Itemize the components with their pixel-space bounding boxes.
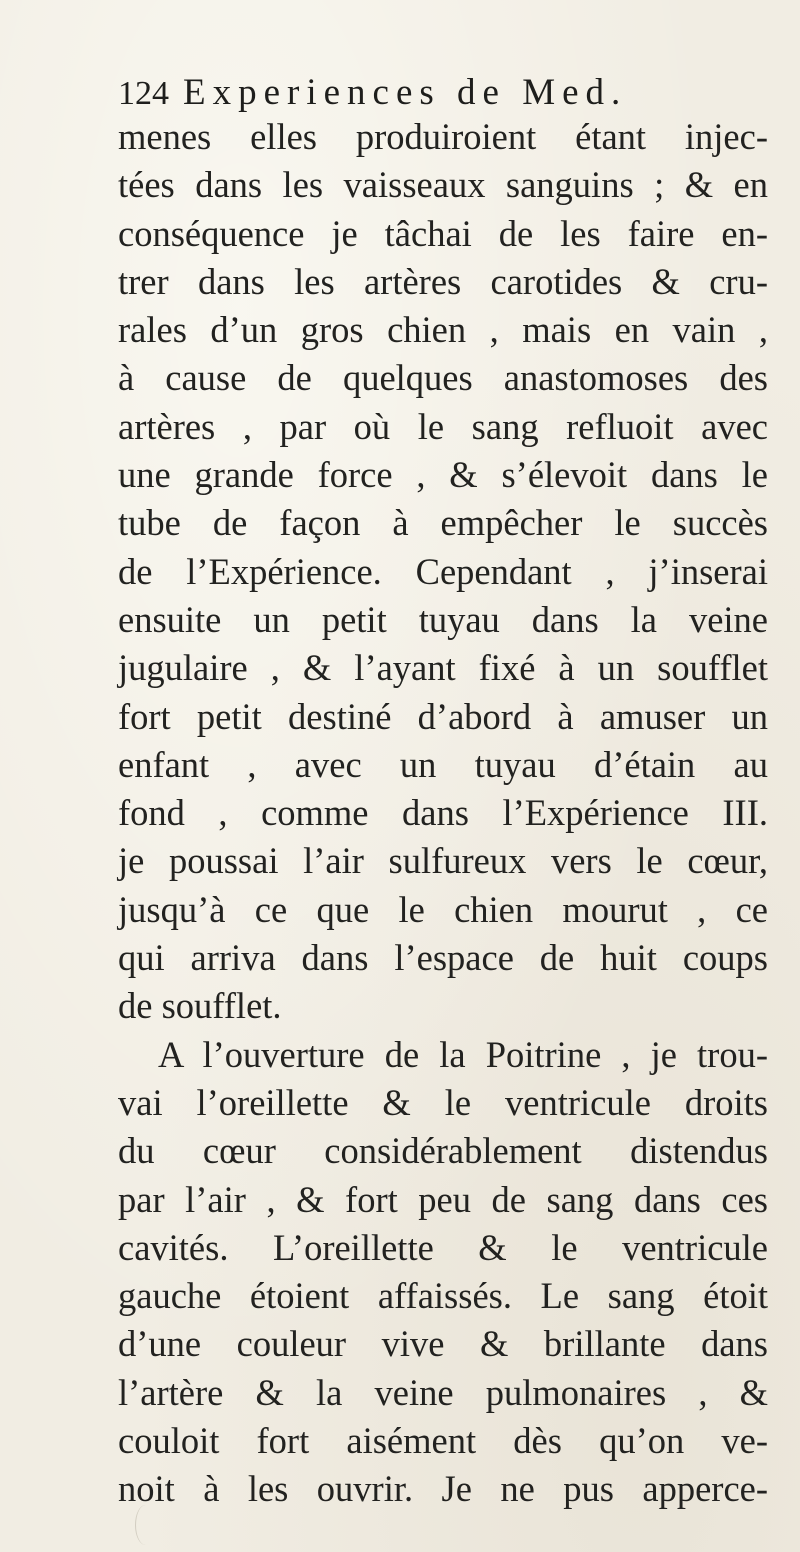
text-line: noit à les ouvrir. Je ne pus apperce- (118, 1468, 768, 1510)
paper-blemish (135, 1505, 156, 1545)
text-line: jusqu’à ce que le chien mourut , ce (118, 888, 768, 930)
text-line: qui arriva dans l’espace de huit coups (118, 937, 768, 979)
text-line: par l’air , & fort peu de sang dans ces (118, 1178, 768, 1220)
text-line: fond , comme dans l’Expérience III. (118, 792, 768, 834)
text-line: cavités. L’oreillette & le ventricule (118, 1226, 768, 1268)
page-number: 124 (118, 75, 169, 112)
running-header (118, 68, 758, 118)
text-line: artères , par où le sang refluoit avec (118, 405, 768, 447)
text-line: trer dans les artères carotides & cru- (118, 260, 768, 302)
text-line: rales d’un gros chien , mais en vain , (118, 309, 768, 351)
text-line: jugulaire , & l’ayant fixé à un soufflet (118, 647, 768, 689)
text-line: menes elles produiroient étant injec- (118, 116, 768, 157)
text-line: A l’ouverture de la Poitrine , je trou- (158, 1033, 768, 1075)
text-line: tées dans les vaisseaux sanguins ; & en (118, 164, 768, 206)
text-line: fort petit destiné d’abord à amuser un (118, 695, 768, 737)
text-line: ensuite un petit tuyau dans la veine (118, 598, 768, 640)
text-line: couloit fort aisément dès qu’on ve- (118, 1420, 768, 1462)
text-line: je poussai l’air sulfureux vers le cœur, (118, 840, 768, 882)
text-line: tube de façon à empêcher le succès (118, 502, 768, 544)
text-line: vai l’oreillette & le ventricule droits (118, 1081, 768, 1123)
text-line: de soufflet. (118, 985, 282, 1027)
running-title: Experiences de Med. (183, 72, 628, 113)
text-line: d’une couleur vive & brillante dans (118, 1323, 768, 1365)
text-line: une grande force , & s’élevoit dans le (118, 454, 768, 496)
text-line: du cœur considérablement distendus (118, 1130, 768, 1172)
text-line: conséquence je tâchai de les faire en- (118, 212, 768, 254)
text-line: enfant , avec un tuyau d’étain au (118, 743, 768, 785)
text-line: l’artère & la veine pulmonaires , & (118, 1371, 768, 1413)
body-text (118, 113, 768, 1514)
text-line: à cause de quelques anastomoses des (118, 357, 768, 399)
text-line: gauche étoient affaissés. Le sang étoit (118, 1275, 768, 1317)
text-line: de l’Expérience. Cependant , j’inserai (118, 550, 768, 592)
